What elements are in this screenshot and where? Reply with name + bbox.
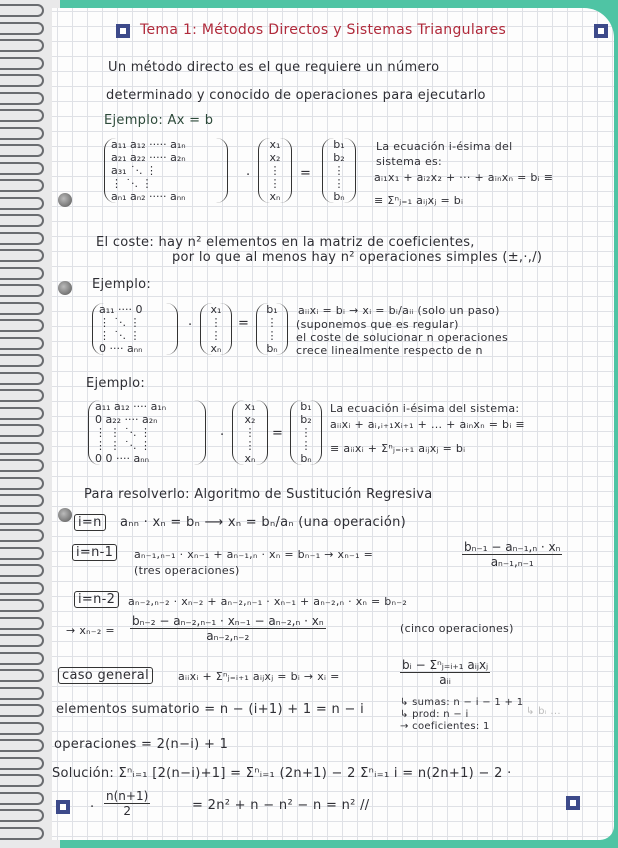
spiral-ring — [0, 214, 44, 227]
spiral-ring — [0, 617, 44, 630]
fraction: $\frac{\text{bₙ₋₂ − aₙ₋₂,ₙ₋₁ · xₙ₋₁ − aₙ₋₂,ₙ · xₙ}}{\text{aₙ₋₂,ₙ₋₂}}$ — [132, 614, 324, 643]
spiral-ring — [0, 792, 44, 805]
spiral-ring — [0, 564, 44, 577]
spiral-ring — [0, 354, 44, 367]
spiral-ring — [0, 162, 44, 175]
equals-sign: = — [300, 166, 312, 181]
intro-line: Un método directo es el que requiere un número — [108, 60, 440, 75]
step-equation: aₙ₋₁,ₙ₋₁ · xₙ₋₁ + aₙ₋₁,ₙ · xₙ = bₙ₋₁ → xₙ₋₁ = — [134, 548, 374, 561]
note-line: aᵢ₁x₁ + aᵢ₂x₂ + ··· + aᵢₙxₙ = bᵢ ≡ — [374, 171, 554, 184]
final-line: = 2n² + n − n² − n = n² // — [192, 798, 370, 813]
spiral-ring — [0, 372, 44, 385]
step-tag: i=n-2 — [74, 591, 119, 608]
x-vector: x₁ x₂ ⋮ ⋮ xₙ — [232, 400, 268, 465]
spiral-ring — [0, 442, 44, 455]
fraction: bᵢ − Σⁿⱼ₌ᵢ₊₁ aᵢⱼxⱼ aᵢᵢ — [402, 658, 489, 687]
step-equation: aₙₙ · xₙ = bₙ ⟶ xₙ = bₙ/aₙ (una operación) — [120, 515, 406, 530]
note-line: aᵢᵢxᵢ = bᵢ → xᵢ = bᵢ/aᵢᵢ (solo un paso) — [298, 304, 500, 317]
elements-aside: ↳ bᵢ ... — [526, 706, 561, 717]
equals-sign: = — [272, 426, 284, 441]
spiral-ring — [0, 529, 44, 542]
spiral-ring — [0, 249, 44, 262]
note-line: (suponemos que es regular) — [296, 318, 459, 331]
spiral-ring — [0, 92, 44, 105]
spiral-ring — [0, 459, 44, 472]
operations-line: operaciones = 2(n−i) + 1 — [54, 737, 229, 752]
note-line: sistema es: — [376, 155, 443, 168]
example-label: Ejemplo: — [92, 277, 152, 292]
spiral-ring — [0, 687, 44, 700]
spiral-ring — [0, 284, 44, 297]
spiral-ring — [0, 39, 44, 52]
spiral-ring — [0, 197, 44, 210]
step-equation: → xₙ₋₂ = — [66, 624, 115, 637]
upper-triangular-matrix: a₁₁ a₁₂ ···· a₁ₙ 0 a₂₂ ···· a₂ₙ ⋮ ⋮ ˙·. ⋮ ⋮ ⋮ ˙·. ⋮ 0 0 ···· aₙₙ — [88, 400, 206, 465]
punch-hole — [58, 193, 72, 207]
spiral-ring — [0, 424, 44, 437]
spiral-ring — [0, 704, 44, 717]
spiral-ring — [0, 757, 44, 770]
note-line: La ecuación i-ésima del sistema: — [330, 402, 520, 415]
cost-line: por lo que al menos hay n² operaciones simples (±,·,/) — [172, 250, 543, 265]
solution-line: Solución: Σⁿᵢ₌₁ [2(n−i)+1] = Σⁿᵢ₌₁ (2n+1) − 2 Σⁿᵢ₌₁ i = n(2n+1) − 2 · — [52, 766, 512, 781]
note-line: crece linealmente respecto de n — [296, 344, 483, 357]
spiral-ring — [0, 144, 44, 157]
spiral-ring — [0, 599, 44, 612]
b-vector: b₁ b₂ ⋮ ⋮ bₙ — [290, 400, 322, 465]
elements-note: → coeficientes: 1 — [400, 721, 490, 732]
intro-line: determinado y conocido de operaciones para ejecutarlo — [106, 88, 486, 103]
x-vector: x₁ x₂ ⋮ ⋮ xₙ — [258, 138, 292, 203]
spiral-ring — [0, 127, 44, 140]
fraction: $\frac{n(n+1)}{2}$ — [106, 789, 149, 818]
x-vector: x₁ ⋮ ⋮ xₙ — [200, 303, 232, 355]
spiral-ring — [0, 179, 44, 192]
example-label: Ejemplo: — [86, 376, 146, 391]
diagonal-matrix: a₁₁ ···· 0 ⋮ ˙·. ⋮ ⋮ ˙·. ⋮ 0 ···· aₙₙ — [92, 303, 178, 355]
cost-line: El coste: hay n² elementos en la matriz de coeficientes, — [96, 235, 475, 250]
multiply-sign: · — [246, 168, 251, 183]
fraction: $\frac{\text{bₙ₋₁ − aₙ₋₁,ₙ · xₙ}}{\text{aₙ₋₁,ₙ₋₁}}$ — [464, 540, 561, 569]
note-line: aᵢᵢxᵢ + aᵢ,ᵢ₊₁xᵢ₊₁ + ... + aᵢₙxₙ = bᵢ ≡ — [330, 418, 525, 431]
spiral-ring — [0, 232, 44, 245]
spiral-ring — [0, 809, 44, 822]
coefficient-matrix: a₁₁ a₁₂ ····· a₁ₙ a₂₁ a₂₂ ····· a₂ₙ a₃₁ ˙·. ⋮ ⋮ ˙·. ⋮ aₙ₁ aₙ₂ ····· aₙₙ — [104, 138, 228, 203]
b-vector: b₁ b₂ ⋮ ⋮ bₙ — [322, 138, 356, 203]
spiral-ring — [0, 634, 44, 647]
spiral-ring — [0, 827, 44, 840]
spiral-ring — [0, 722, 44, 735]
spiral-ring — [0, 267, 44, 280]
note-line: el coste de solucionar n operaciones — [296, 331, 509, 344]
spiral-ring — [0, 109, 44, 122]
step-equation: aₙ₋₂,ₙ₋₂ · xₙ₋₂ + aₙ₋₂,ₙ₋₁ · xₙ₋₁ + aₙ₋₂,ₙ · xₙ = bₙ₋₂ — [128, 595, 408, 608]
note-line: ≡ aᵢᵢxᵢ + Σⁿⱼ₌ᵢ₊₁ aᵢⱼxⱼ = bᵢ — [330, 442, 466, 455]
final-line: · — [90, 800, 95, 815]
algorithm-heading: Para resolverlo: Algoritmo de Sustitución Regresiva — [84, 487, 433, 502]
spiral-ring — [0, 739, 44, 752]
punch-hole — [58, 281, 72, 295]
spiral-ring — [0, 319, 44, 332]
b-vector: b₁ ⋮ ⋮ bₙ — [256, 303, 288, 355]
step-tag: i=n — [74, 514, 106, 531]
general-equation: aᵢᵢxᵢ + Σⁿⱼ₌ᵢ₊₁ aᵢⱼxⱼ = bᵢ → xᵢ = — [178, 670, 340, 683]
spiral-ring — [0, 512, 44, 525]
spiral-ring — [0, 547, 44, 560]
multiply-sign: · — [220, 428, 225, 443]
step-note: (tres operaciones) — [134, 564, 240, 577]
multiply-sign: · — [188, 318, 193, 333]
spiral-ring — [0, 407, 44, 420]
step-tag: caso general — [58, 667, 153, 684]
corner-mark-icon — [566, 796, 580, 810]
corner-mark-icon — [594, 24, 608, 38]
spiral-ring — [0, 477, 44, 490]
elements-note: ↳ prod: n − i — [400, 709, 469, 720]
spiral-ring — [0, 74, 44, 87]
elements-line: elementos sumatorio = n − (i+1) + 1 = n − i — [56, 702, 365, 717]
spiral-ring — [0, 4, 44, 17]
note-line: La ecuación i-ésima del — [376, 140, 513, 153]
spiral-ring — [0, 494, 44, 507]
spiral-ring — [0, 389, 44, 402]
spiral-ring — [0, 652, 44, 665]
page-title: Tema 1: Métodos Directos y Sistemas Triangulares — [140, 22, 507, 38]
corner-mark-icon — [56, 800, 70, 814]
corner-mark-icon — [116, 24, 130, 38]
equals-sign: = — [238, 316, 250, 331]
spiral-ring — [0, 22, 44, 35]
example-label: Ejemplo: Ax = b — [104, 113, 214, 128]
spiral-ring — [0, 669, 44, 682]
spiral-ring — [0, 774, 44, 787]
punch-hole — [58, 508, 72, 522]
elements-note: ↳ sumas: n − i − 1 + 1 — [400, 697, 524, 708]
spiral-ring — [0, 57, 44, 70]
note-line: ≡ Σⁿⱼ₌₁ aᵢⱼxⱼ = bᵢ — [374, 194, 464, 207]
spiral-ring — [0, 582, 44, 595]
spiral-ring — [0, 337, 44, 350]
step-note: (cinco operaciones) — [400, 622, 514, 635]
step-tag: i=n-1 — [72, 544, 117, 561]
spiral-ring — [0, 302, 44, 315]
